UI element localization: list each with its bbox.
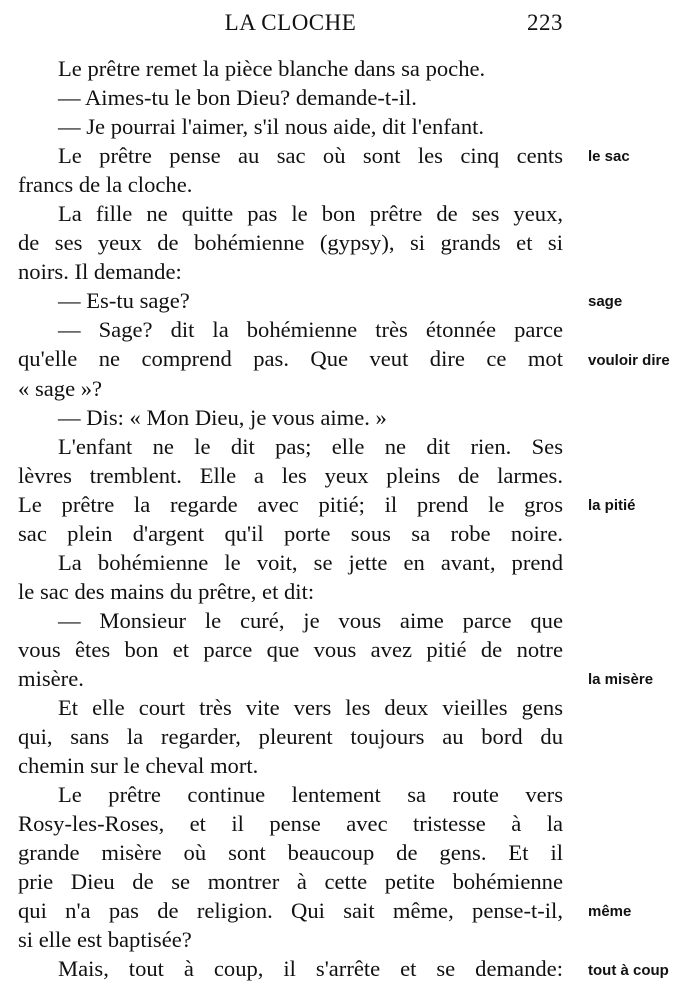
text-line: le sac des mains du prêtre, et dit: — [18, 578, 315, 604]
text-line: L'enfant ne le dit pas; elle ne dit rien. Ses — [58, 433, 563, 459]
margin-gloss: sage — [588, 293, 623, 311]
text-line: — Es-tu sage? — [58, 288, 190, 314]
text-line: si elle est baptisée? — [18, 927, 192, 953]
text-line: « sage »? — [18, 375, 103, 401]
margin-gloss: la pitié — [588, 496, 636, 514]
text-line: — Monsieur le curé, je vous aime parce que — [58, 607, 563, 633]
body-text — [18, 54, 563, 984]
text-line: vous êtes bon et parce que vous avez pitié de notre — [18, 636, 563, 662]
text-line: Rosy-les-Roses, et il pense avec tristesse à la — [18, 811, 563, 837]
margin-gloss: tout à coup — [588, 961, 669, 979]
text-line: — Sage? dit la bohémienne très étonnée parce — [58, 317, 563, 343]
text-line: sac plein d'argent qu'il porte sous sa robe noire. — [18, 520, 563, 546]
page-number: 223 — [527, 10, 563, 35]
text-line: chemin sur le cheval mort. — [18, 753, 259, 779]
text-line: La fille ne quitte pas le bon prêtre de ses yeux, — [58, 201, 563, 227]
chapter-title: LA CLOCHE — [224, 10, 357, 35]
text-line: Le prêtre pense au sac où sont les cinq cents — [58, 143, 563, 169]
text-line: Et elle court très vite vers les deux vieilles gens — [58, 695, 563, 721]
text-line: Mais, tout à coup, il s'arrête et se demande: — [58, 956, 563, 982]
text-line: Le prêtre remet la pièce blanche dans sa poche. — [58, 56, 486, 81]
text-line: noirs. Il demande: — [18, 259, 182, 285]
text-line: de ses yeux de bohémienne (gypsy), si grands et si — [18, 230, 563, 256]
running-header — [18, 8, 563, 42]
margin-gloss: vouloir dire — [588, 351, 670, 369]
text-line: Le prêtre la regarde avec pitié; il prend le gros — [18, 491, 563, 517]
text-line: qui, sans la regarder, pleurent toujours au bord du — [18, 724, 563, 750]
text-line: francs de la cloche. — [18, 172, 193, 198]
margin-gloss: le sac — [588, 148, 630, 166]
text-line: qui n'a pas de religion. Qui sait même, pense-t-il, — [18, 898, 563, 924]
text-line: — Dis: « Mon Dieu, je vous aime. » — [58, 404, 387, 430]
text-line: Le prêtre continue lentement sa route vers — [58, 782, 563, 808]
margin-gloss: la misère — [588, 671, 654, 689]
margin-gloss: même — [588, 903, 632, 921]
text-line: La bohémienne le voit, se jette en avant, prend — [58, 549, 563, 575]
text-line: — Aimes-tu le bon Dieu? demande-t-il. — [58, 85, 417, 111]
text-line: qu'elle ne comprend pas. Que veut dire ce mot — [18, 346, 563, 372]
text-line: grande misère où sont beaucoup de gens. Et il — [18, 840, 563, 866]
text-line: misère. — [18, 665, 84, 691]
text-line: prie Dieu de se montrer à cette petite bohémienne — [18, 869, 563, 895]
text-line: lèvres tremblent. Elle a les yeux pleins de larmes. — [18, 462, 563, 488]
text-line: — Je pourrai l'aimer, s'il nous aide, dit l'enfant. — [58, 114, 485, 140]
